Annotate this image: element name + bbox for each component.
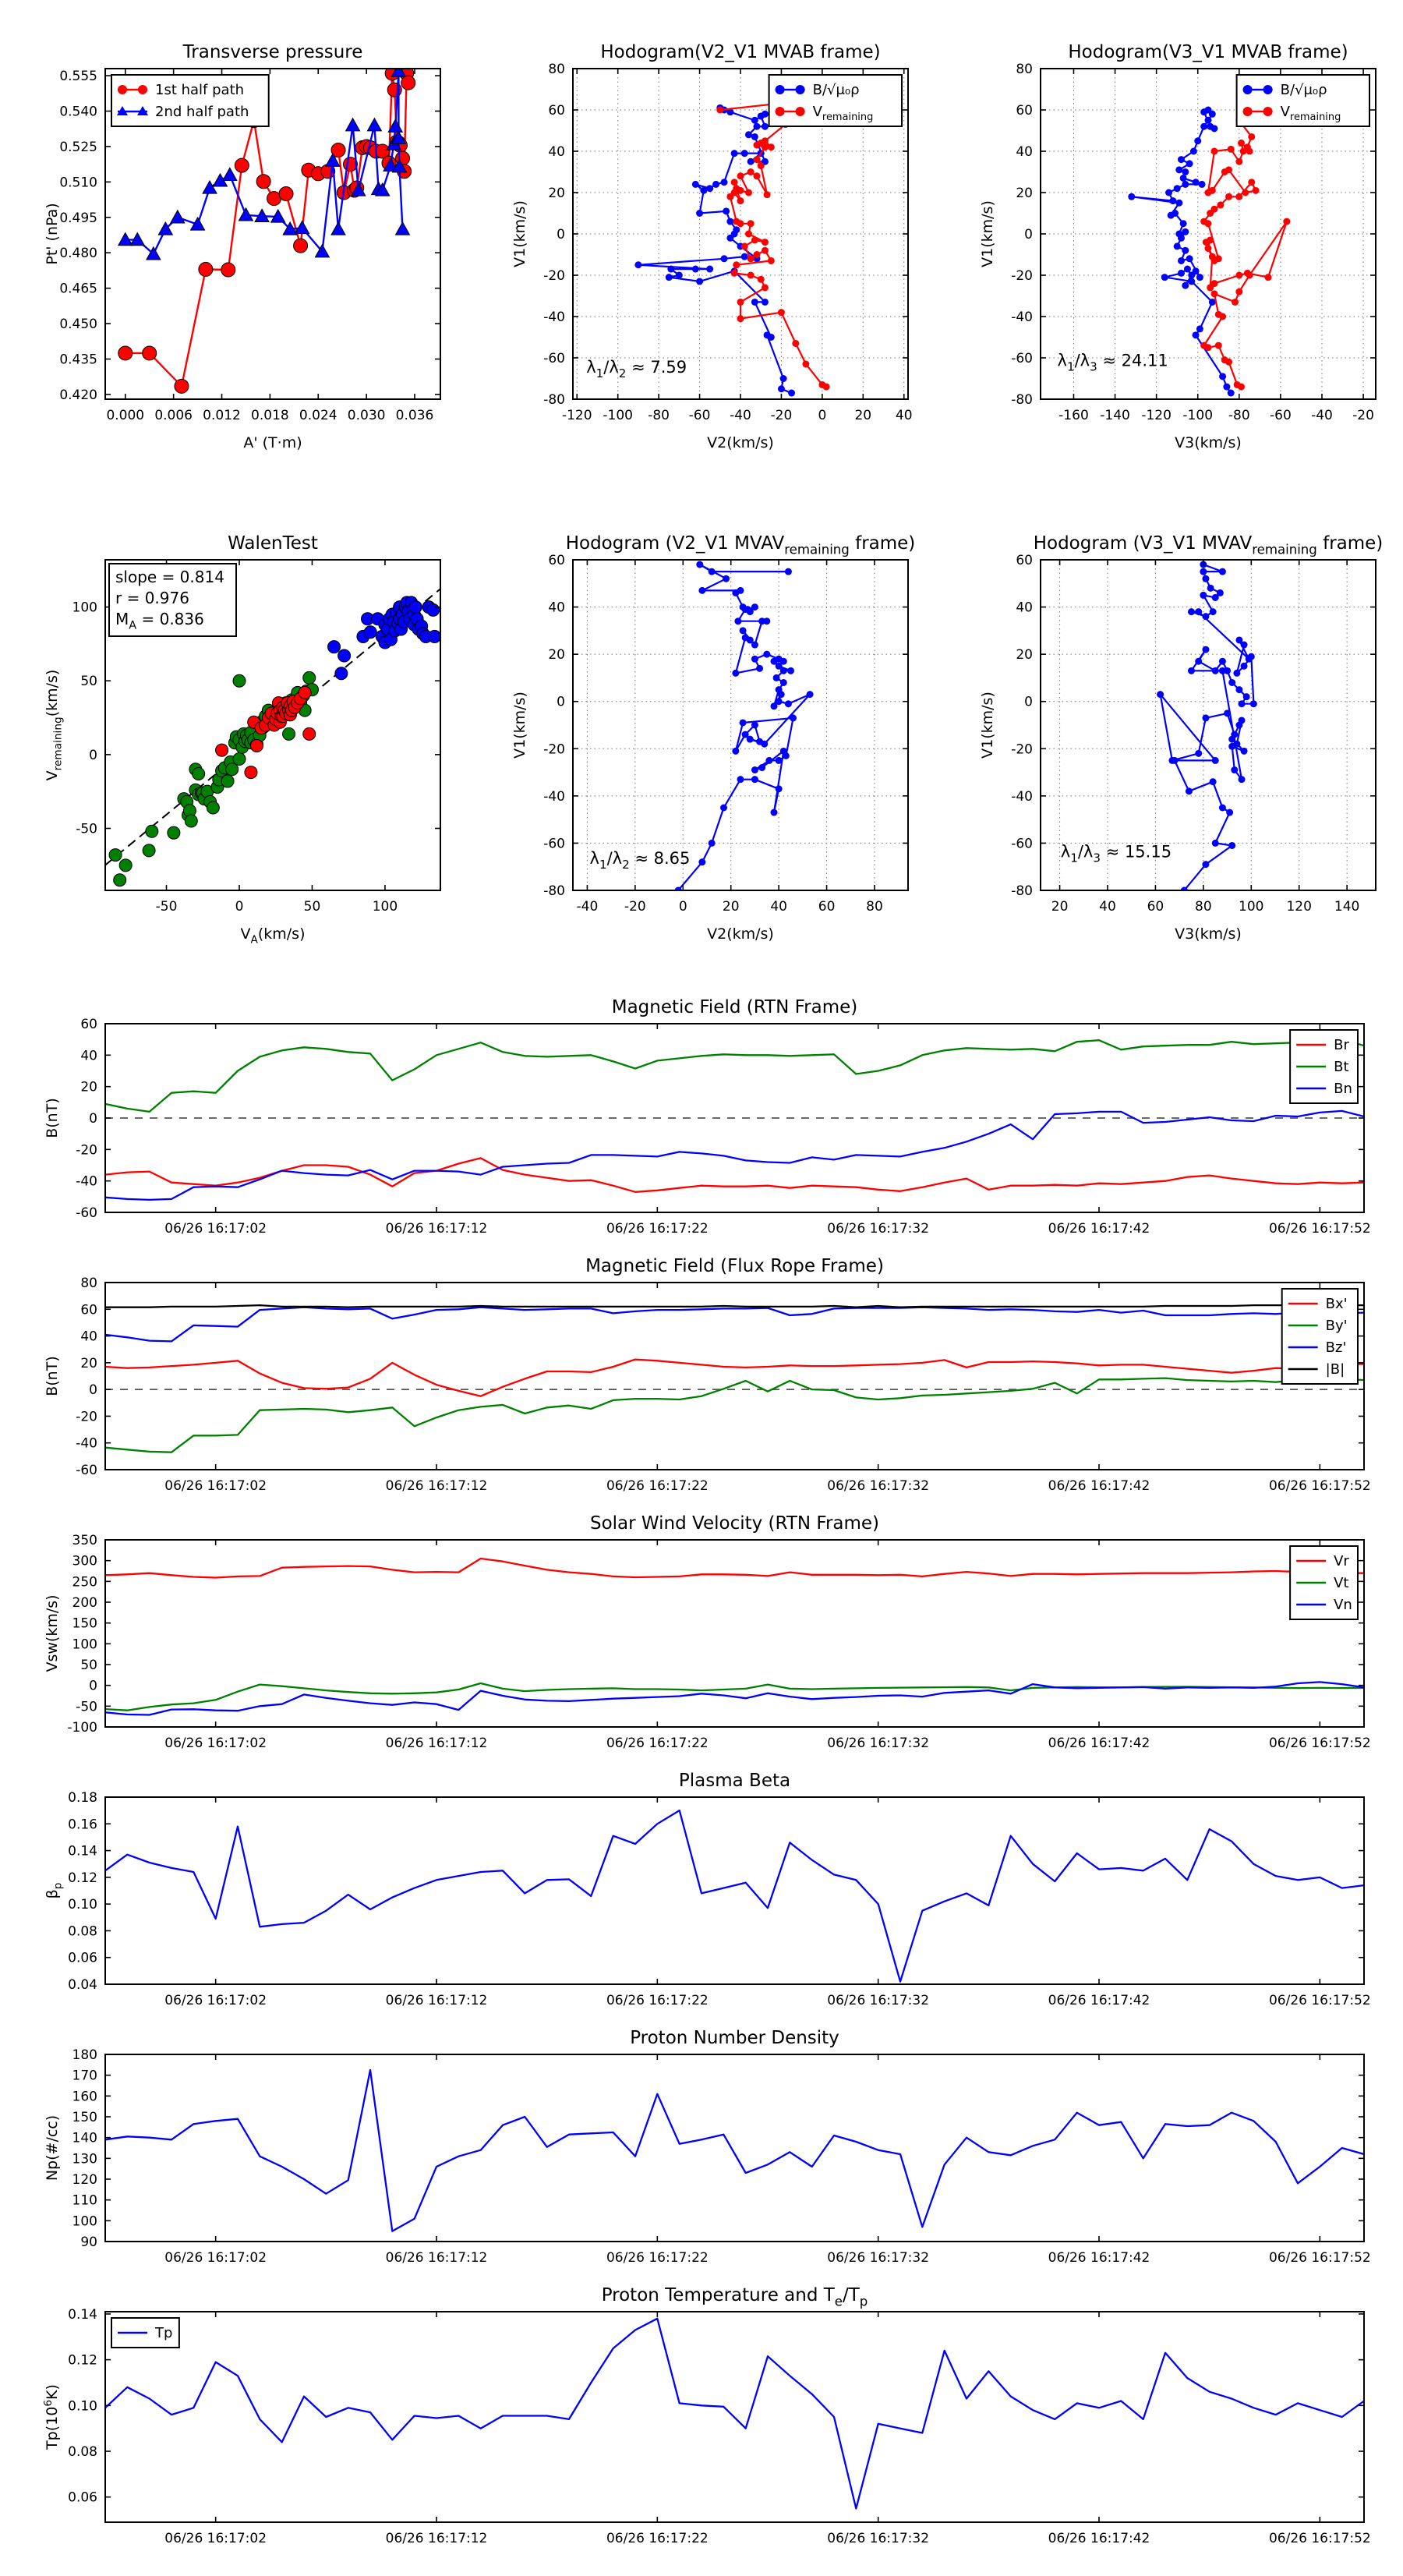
svg-text:-20: -20: [543, 268, 565, 284]
svg-text:06/26 16:17:52: 06/26 16:17:52: [1268, 1993, 1371, 2008]
svg-text:06/26 16:17:02: 06/26 16:17:02: [164, 1478, 267, 1494]
svg-text:-80: -80: [543, 392, 565, 408]
svg-text:80: 80: [866, 899, 883, 915]
svg-text:-40: -40: [730, 408, 751, 423]
svg-text:-20: -20: [770, 408, 793, 423]
svg-text:B(nT): B(nT): [44, 1098, 61, 1138]
svg-text:MA = 0.836: $M_A = 0.836$: [115, 610, 204, 632]
svg-text:0: 0: [818, 408, 827, 423]
svg-text:40: 40: [895, 408, 913, 423]
svg-text:60: 60: [1016, 553, 1033, 568]
svg-text:06/26 16:17:32: 06/26 16:17:32: [827, 2531, 930, 2546]
panel-hodogram-v2v1-mvab: [499, 19, 943, 479]
svg-text:Magnetic Field (RTN Frame): Magnetic Field (RTN Frame): [611, 997, 858, 1017]
svg-text:-40: -40: [543, 310, 565, 325]
svg-text:0.14: 0.14: [68, 1843, 97, 1859]
svg-text:60: 60: [80, 1017, 97, 1032]
svg-text:0.018: 0.018: [251, 408, 289, 423]
svg-text:40: 40: [1099, 899, 1116, 915]
svg-text:06/26 16:17:12: 06/26 16:17:12: [385, 2250, 488, 2266]
svg-text:V1(km/s): V1(km/s): [511, 692, 528, 759]
svg-text:50: 50: [80, 1658, 97, 1673]
svg-text:20: 20: [80, 1079, 97, 1095]
svg-text:06/26 16:17:12: 06/26 16:17:12: [385, 1993, 488, 2008]
svg-text:120: 120: [1286, 899, 1312, 915]
svg-text:-20: -20: [76, 1409, 97, 1425]
svg-text:V3(km/s): V3(km/s): [1175, 434, 1242, 451]
svg-text:40: 40: [1016, 144, 1033, 160]
svg-text:06/26 16:17:42: 06/26 16:17:42: [1048, 1993, 1150, 2008]
svg-text:20: 20: [722, 899, 740, 915]
svg-text:-60: -60: [76, 1463, 97, 1478]
svg-text:06/26 16:17:02: 06/26 16:17:02: [164, 2250, 267, 2266]
svg-text:Pt' (nPa): Pt' (nPa): [44, 203, 61, 265]
svg-text:0.14: 0.14: [68, 2306, 97, 2323]
svg-text:-160: -160: [1058, 408, 1089, 423]
svg-text:100: 100: [1239, 899, 1264, 915]
svg-text:Br: Br: [1334, 1037, 1349, 1053]
svg-text:λ1/λ3 ≈ 15.15: $\lambda_1/\lambda_3 \approx 15.15$: [1060, 842, 1172, 865]
svg-text:Bt: Bt: [1334, 1059, 1349, 1075]
panel-solar-wind-velocity: [31, 1500, 1403, 1757]
panel-magnetic-field-rtn: [31, 984, 1403, 1241]
svg-text:Proton Temperature and Te/Tp: Proton Temperature and $T_e/T_p$: [601, 2285, 868, 2309]
svg-text:0.465: 0.465: [59, 281, 97, 297]
svg-text:-60: -60: [1011, 836, 1033, 852]
svg-text:60: 60: [1016, 103, 1033, 119]
svg-text:0: 0: [89, 1678, 97, 1694]
panel-plasma-beta: [31, 1757, 1403, 2015]
svg-text:-20: -20: [1352, 408, 1374, 423]
svg-text:-120: -120: [1141, 408, 1172, 423]
svg-text:60: 60: [548, 553, 565, 568]
svg-text:06/26 16:17:22: 06/26 16:17:22: [606, 2250, 709, 2266]
svg-text:λ1/λ2 ≈ 7.59: $\lambda_1/\lambda_2 \approx 7.59$: [586, 358, 687, 380]
svg-text:06/26 16:17:02: 06/26 16:17:02: [164, 2531, 267, 2546]
svg-text:40: 40: [80, 1048, 97, 1064]
svg-text:VA(km/s): $V_A(km/s)$: [240, 925, 306, 947]
svg-text:-40: -40: [76, 1435, 97, 1452]
svg-text:06/26 16:17:32: 06/26 16:17:32: [827, 1478, 930, 1494]
svg-text:60: 60: [1147, 899, 1164, 915]
svg-text:Transverse pressure: Transverse pressure: [182, 42, 363, 62]
panel-hodogram-v3v1-mvav: [967, 511, 1403, 971]
svg-text:80: 80: [1195, 899, 1212, 915]
svg-text:λ1/λ2 ≈ 8.65: $\lambda_1/\lambda_2 \approx 8.65$: [589, 849, 691, 872]
svg-text:06/26 16:17:12: 06/26 16:17:12: [385, 2531, 488, 2546]
svg-text:-20: -20: [624, 899, 646, 915]
svg-text:-60: -60: [543, 836, 565, 852]
svg-text:350: 350: [72, 1533, 97, 1548]
svg-text:60: 60: [548, 103, 565, 119]
svg-text:80: 80: [548, 62, 565, 77]
svg-text:-50: -50: [155, 899, 178, 915]
svg-text:0.435: 0.435: [59, 352, 97, 368]
svg-text:140: 140: [72, 2130, 97, 2146]
svg-text:-100: -100: [603, 408, 633, 423]
svg-text:B/√μ₀ρ: B/√μ₀ρ: [1280, 82, 1327, 98]
svg-text:-80: -80: [648, 408, 670, 423]
svg-text:0: 0: [89, 1382, 97, 1399]
svg-text:0: 0: [89, 1111, 97, 1127]
svg-text:0: 0: [89, 747, 97, 763]
svg-text:-20: -20: [76, 1142, 97, 1159]
svg-text:06/26 16:17:42: 06/26 16:17:42: [1048, 1221, 1150, 1237]
svg-text:0.030: 0.030: [347, 408, 386, 423]
svg-text:0.540: 0.540: [59, 104, 97, 120]
svg-text:150: 150: [72, 1615, 97, 1632]
svg-text:06/26 16:17:42: 06/26 16:17:42: [1048, 1736, 1150, 1751]
svg-text:06/26 16:17:22: 06/26 16:17:22: [606, 1993, 709, 2008]
svg-text:V2(km/s): V2(km/s): [707, 434, 774, 451]
svg-text:-40: -40: [1011, 788, 1033, 805]
svg-text:Plasma Beta: Plasma Beta: [678, 1771, 791, 1791]
panel-magnetic-field-fluxrope: [31, 1243, 1403, 1500]
svg-text:Tp(106K): $Tp(10^6K)$: [41, 2384, 61, 2450]
svg-text:-80: -80: [543, 883, 565, 899]
svg-text:110: 110: [72, 2192, 97, 2209]
panel-hodogram-v2v1-mvav: [499, 511, 943, 971]
svg-text:0: 0: [678, 899, 687, 915]
svg-text:0.510: 0.510: [59, 175, 97, 191]
svg-text:-20: -20: [543, 741, 565, 758]
svg-text:20: 20: [1016, 186, 1033, 201]
svg-text:130: 130: [72, 2151, 97, 2167]
svg-text:-60: -60: [1270, 408, 1292, 423]
svg-text:100: 100: [72, 600, 97, 616]
svg-text:Vremaining(km/s): $V_{remaining}(km/s)$: [44, 669, 65, 781]
svg-text:40: 40: [770, 899, 787, 915]
svg-text:0.495: 0.495: [59, 210, 97, 226]
svg-text:06/26 16:17:32: 06/26 16:17:32: [827, 1993, 930, 2008]
svg-text:0.06: 0.06: [68, 1950, 97, 1966]
svg-text:-40: -40: [1011, 310, 1033, 325]
svg-text:B/√μ₀ρ: B/√μ₀ρ: [812, 82, 860, 98]
svg-text:-100: -100: [67, 1720, 97, 1736]
svg-text:120: 120: [72, 2172, 97, 2188]
svg-text:-100: -100: [1182, 408, 1214, 423]
svg-text:20: 20: [854, 408, 872, 423]
svg-text:0.06: 0.06: [68, 2489, 97, 2506]
svg-text:Magnetic Field (Flux Rope Fram: Magnetic Field (Flux Rope Frame): [585, 1256, 884, 1276]
svg-text:06/26 16:17:02: 06/26 16:17:02: [164, 1736, 267, 1751]
svg-text:100: 100: [72, 1637, 97, 1653]
svg-text:100: 100: [72, 2213, 97, 2230]
svg-text:06/26 16:17:02: 06/26 16:17:02: [164, 1221, 267, 1237]
svg-text:06/26 16:17:32: 06/26 16:17:32: [827, 2250, 930, 2266]
svg-text:1st half path: 1st half path: [155, 82, 245, 98]
svg-text:06/26 16:17:02: 06/26 16:17:02: [164, 1993, 267, 2008]
svg-text:Hodogram(V3_V1 MVAB frame): Hodogram(V3_V1 MVAB frame): [1068, 42, 1348, 62]
svg-text:300: 300: [72, 1553, 97, 1569]
svg-text:0.525: 0.525: [59, 139, 97, 155]
svg-text:βp: $\beta_p$: [44, 1882, 65, 1899]
svg-text:-60: -60: [76, 1205, 97, 1221]
svg-text:100: 100: [372, 899, 398, 915]
svg-text:0.04: 0.04: [68, 1977, 97, 1993]
panel-walen-test: [31, 511, 483, 971]
svg-text:06/26 16:17:22: 06/26 16:17:22: [606, 1736, 709, 1751]
svg-text:V2(km/s): V2(km/s): [707, 925, 774, 943]
svg-text:B(nT): B(nT): [44, 1356, 61, 1396]
svg-text:-60: -60: [543, 351, 565, 366]
svg-text:-120: -120: [561, 408, 592, 423]
svg-text:Proton Number Density: Proton Number Density: [630, 2028, 839, 2048]
svg-text:Bn: Bn: [1334, 1081, 1352, 1097]
svg-text:-80: -80: [1011, 392, 1033, 408]
svg-text:80: 80: [80, 1276, 97, 1291]
svg-text:r = 0.976: r = 0.976: [115, 589, 189, 607]
svg-text:0.006: 0.006: [154, 408, 193, 423]
svg-text:-80: -80: [1011, 883, 1033, 899]
svg-text:A' (T·m): A' (T·m): [243, 434, 302, 451]
svg-text:-40: -40: [576, 899, 599, 915]
panel-hodogram-v3v1-mvab: [967, 19, 1403, 479]
svg-text:170: 170: [72, 2068, 97, 2084]
svg-text:slope = 0.814: slope = 0.814: [115, 568, 224, 586]
svg-text:160: 160: [72, 2089, 97, 2105]
svg-text:06/26 16:17:22: 06/26 16:17:22: [606, 1478, 709, 1494]
svg-text:-60: -60: [1011, 351, 1033, 366]
svg-text:0.10: 0.10: [68, 1897, 97, 1913]
svg-text:0.036: 0.036: [395, 408, 434, 423]
svg-text:-40: -40: [543, 788, 565, 805]
svg-text:0.18: 0.18: [68, 1790, 97, 1806]
svg-text:|B|: |B|: [1325, 1361, 1345, 1378]
svg-text:Np(#/cc): Np(#/cc): [44, 2114, 61, 2181]
svg-text:Tp: Tp: [155, 2325, 173, 2341]
svg-text:06/26 16:17:42: 06/26 16:17:42: [1048, 2250, 1150, 2266]
svg-text:0.420: 0.420: [59, 387, 97, 403]
svg-text:Vt: Vt: [1334, 1575, 1349, 1591]
svg-text:Bx': Bx': [1325, 1296, 1348, 1312]
svg-text:V1(km/s): V1(km/s): [511, 200, 528, 267]
svg-text:80: 80: [1016, 62, 1033, 77]
svg-text:0: 0: [1024, 694, 1033, 710]
svg-text:0: 0: [557, 694, 565, 710]
svg-text:2nd half path: 2nd half path: [155, 104, 249, 120]
svg-text:06/26 16:17:52: 06/26 16:17:52: [1268, 1221, 1371, 1237]
svg-text:06/26 16:17:32: 06/26 16:17:32: [827, 1736, 930, 1751]
svg-text:20: 20: [1051, 899, 1069, 915]
panel-proton-density: [31, 2015, 1403, 2272]
svg-text:06/26 16:17:52: 06/26 16:17:52: [1268, 1736, 1371, 1751]
panel-proton-temperature: [31, 2272, 1403, 2573]
svg-text:0.450: 0.450: [59, 317, 97, 333]
svg-text:06/26 16:17:52: 06/26 16:17:52: [1268, 1478, 1371, 1494]
svg-text:06/26 16:17:52: 06/26 16:17:52: [1268, 2531, 1371, 2546]
svg-text:0.16: 0.16: [68, 1817, 97, 1833]
svg-text:Hodogram(V2_V1 MVAB frame): Hodogram(V2_V1 MVAB frame): [600, 42, 881, 62]
svg-text:-140: -140: [1100, 408, 1130, 423]
svg-text:06/26 16:17:32: 06/26 16:17:32: [827, 1221, 930, 1237]
svg-text:V3(km/s): V3(km/s): [1175, 925, 1242, 943]
svg-text:0.012: 0.012: [203, 408, 241, 423]
svg-text:20: 20: [80, 1355, 97, 1371]
svg-text:-80: -80: [1228, 408, 1250, 423]
svg-text:By': By': [1325, 1318, 1348, 1334]
svg-text:Vr: Vr: [1334, 1553, 1349, 1569]
svg-text:06/26 16:17:22: 06/26 16:17:22: [606, 1221, 709, 1237]
svg-text:WalenTest: WalenTest: [228, 533, 318, 554]
svg-text:-60: -60: [688, 408, 711, 423]
svg-text:20: 20: [548, 647, 565, 663]
svg-text:40: 40: [80, 1329, 97, 1345]
svg-text:06/26 16:17:42: 06/26 16:17:42: [1048, 2531, 1150, 2546]
svg-text:06/26 16:17:22: 06/26 16:17:22: [606, 2531, 709, 2546]
svg-text:Bz': Bz': [1325, 1339, 1347, 1356]
svg-text:06/26 16:17:12: 06/26 16:17:12: [385, 1221, 488, 1237]
svg-text:0.000: 0.000: [106, 408, 145, 423]
svg-text:Vremaining: $V_{remaining}$: [1280, 104, 1341, 124]
svg-text:20: 20: [1016, 647, 1033, 663]
svg-text:140: 140: [1334, 899, 1360, 915]
svg-text:06/26 16:17:12: 06/26 16:17:12: [385, 1736, 488, 1751]
svg-text:06/26 16:17:52: 06/26 16:17:52: [1268, 2250, 1371, 2266]
svg-text:Vremaining: $V_{remaining}$: [812, 104, 874, 124]
svg-text:0.12: 0.12: [68, 1870, 97, 1886]
svg-text:-40: -40: [76, 1173, 97, 1190]
svg-text:0: 0: [557, 227, 565, 242]
svg-text:0: 0: [235, 899, 244, 915]
svg-text:0.10: 0.10: [68, 2398, 97, 2415]
svg-text:Vsw(km/s): Vsw(km/s): [44, 1594, 61, 1672]
svg-text:Solar Wind Velocity (RTN Frame: Solar Wind Velocity (RTN Frame): [589, 1513, 880, 1534]
svg-text:-50: -50: [76, 1699, 97, 1715]
svg-text:200: 200: [72, 1595, 97, 1611]
svg-text:0.024: 0.024: [299, 408, 337, 423]
svg-text:Vn: Vn: [1334, 1597, 1352, 1613]
svg-text:40: 40: [548, 600, 565, 616]
svg-text:20: 20: [548, 186, 565, 201]
svg-text:λ1/λ3 ≈ 24.11: $\lambda_1/\lambda_3 \approx 24.11$: [1057, 351, 1168, 374]
svg-text:0.555: 0.555: [59, 69, 97, 85]
panel-transverse-pressure: [31, 19, 483, 479]
svg-text:50: 50: [80, 674, 97, 690]
svg-text:0.08: 0.08: [68, 2444, 97, 2461]
svg-text:Hodogram (V3_V1 MVAVremaining: Hodogram (V3_V1 $MVAV_{remaining}$ frame): [1033, 533, 1384, 557]
svg-text:90: 90: [80, 2235, 97, 2250]
svg-text:-50: -50: [76, 821, 97, 837]
svg-text:150: 150: [72, 2110, 97, 2125]
svg-text:0.08: 0.08: [68, 1923, 97, 1940]
svg-text:0.480: 0.480: [59, 246, 97, 262]
svg-text:V1(km/s): V1(km/s): [979, 200, 996, 267]
svg-text:250: 250: [72, 1574, 97, 1591]
svg-text:40: 40: [1016, 600, 1033, 616]
svg-text:40: 40: [548, 144, 565, 160]
svg-text:0: 0: [1024, 227, 1033, 242]
svg-text:60: 60: [818, 899, 836, 915]
svg-text:06/26 16:17:12: 06/26 16:17:12: [385, 1478, 488, 1494]
svg-text:50: 50: [303, 899, 321, 915]
svg-text:-20: -20: [1011, 268, 1033, 284]
svg-text:-20: -20: [1011, 741, 1033, 758]
svg-text:Hodogram (V2_V1 MVAVremaining: Hodogram (V2_V1 $MVAV_{remaining}$ frame): [565, 533, 916, 557]
svg-text:06/26 16:17:42: 06/26 16:17:42: [1048, 1478, 1150, 1494]
svg-text:180: 180: [72, 2047, 97, 2063]
svg-text:V1(km/s): V1(km/s): [979, 692, 996, 759]
svg-text:60: 60: [80, 1302, 97, 1318]
svg-text:0.12: 0.12: [68, 2352, 97, 2369]
svg-text:-40: -40: [1311, 408, 1333, 423]
